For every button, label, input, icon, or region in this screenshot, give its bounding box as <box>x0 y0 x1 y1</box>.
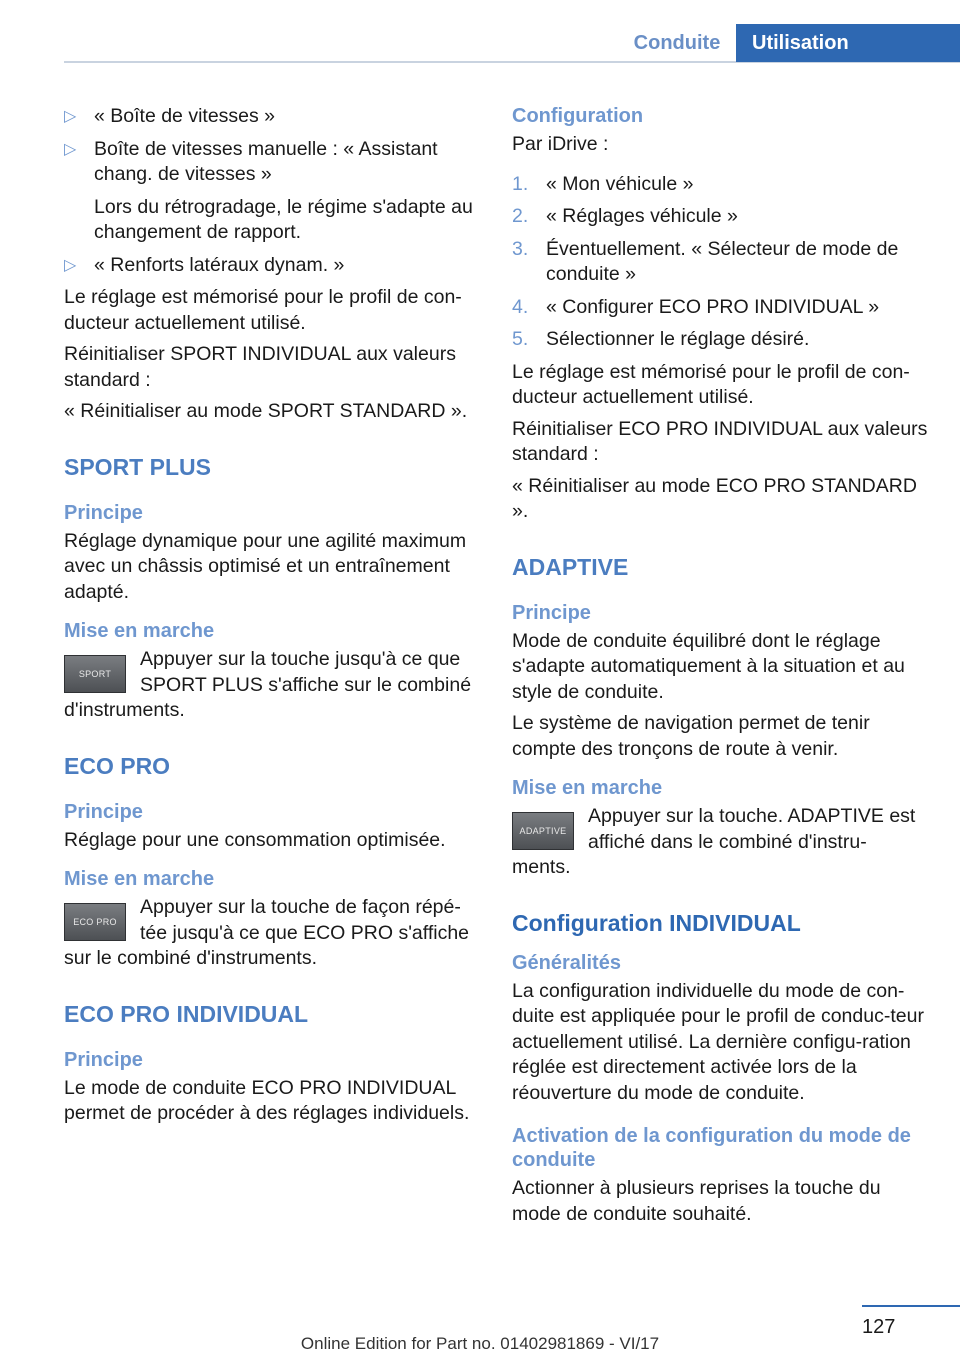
list-item <box>512 295 932 321</box>
paragraph: Réinitialiser ECO PRO INDIVIDUAL aux valeurs standard : <box>512 417 928 465</box>
subheading-generalites: Généralités <box>512 951 621 974</box>
paragraph: Le réglage est mémorisé pour le profil de con-ducteur actuellement utilisé. <box>512 360 910 408</box>
subheading-principe: Principe <box>64 501 143 524</box>
bullet-text: « Boîte de vitesses » <box>94 105 276 127</box>
list-item <box>26 253 484 279</box>
instruction-continuation: ments. <box>512 856 571 878</box>
paragraph: Le mode de conduite ECO PRO INDIVIDUAL permet de procéder à des réglages individuels. <box>64 1076 470 1124</box>
footer-edition: Online Edition for Part no. 01402981869 - VI/17 <box>300 1334 660 1353</box>
list-item <box>512 204 932 230</box>
right-column <box>512 104 932 1233</box>
subheading-mise-en-marche: Mise en marche <box>64 620 215 642</box>
paragraph: Réglage dynamique pour une agilité maximum avec un châssis optimisé et un entraînement adapté. <box>64 529 467 603</box>
step-number: 3. <box>512 237 529 260</box>
instruction-text: Appuyer sur la touche de façon répé-tée jusqu'à ce que ECO PRO s'affiche <box>140 896 470 944</box>
step-text: Éventuellement. « Sélecteur de mode de conduite » <box>546 237 899 285</box>
paragraph: La configuration individuelle du mode de con-duite est appliquée pour le profil de conduc-teur actuellement utilisé. La dernière configu-ration réglée est directement activée lors de la réouverture du mode de conduite. <box>512 979 924 1104</box>
step-number: 4. <box>512 295 529 318</box>
step-number: 1. <box>512 172 529 195</box>
step-text: Sélectionner le réglage désiré. <box>546 328 810 350</box>
instruction-text: Appuyer sur la touche. ADAPTIVE est affiché dans le combiné d'instru- <box>588 805 916 853</box>
subheading-activation: Activation de la configuration du mode de conduite <box>512 1125 911 1171</box>
triangle-bullet-icon: ▷ <box>64 256 77 274</box>
paragraph: Réinitialiser SPORT INDIVIDUAL aux valeurs standard : <box>64 343 456 391</box>
page-number-rule <box>862 1305 960 1307</box>
page-number: 127 <box>862 1316 896 1338</box>
step-text: « Mon véhicule » <box>546 172 694 195</box>
paragraph: Actionner à plusieurs reprises la touche du mode de conduite souhaité. <box>512 1177 881 1225</box>
tab-utilisation[interactable]: Utilisation <box>736 24 960 62</box>
bullet-subtext: Lors du rétrogradage, le régime s'adapte au changement de rapport. <box>94 195 473 243</box>
paragraph: Réglage pour une consommation optimisée. <box>64 828 446 851</box>
section-title-adaptive: ADAPTIVE <box>512 553 629 580</box>
list-item <box>512 237 932 288</box>
subheading-principe: Principe <box>64 1048 143 1071</box>
section-title-configuration-individual: Configuration INDIVIDUAL <box>512 909 801 936</box>
instruction-continuation: d'instruments. <box>64 699 185 721</box>
list-item <box>512 327 932 353</box>
left-column <box>64 104 484 1133</box>
paragraph: « Réinitialiser au mode ECO PRO STANDARD ». <box>512 474 917 522</box>
section-title-sport-plus: SPORT PLUS <box>64 453 211 480</box>
tab-conduite[interactable]: Conduite <box>633 32 721 54</box>
adaptive-button-icon: ADAPTIVE <box>512 812 574 850</box>
step-text: « Réglages véhicule » <box>546 205 738 227</box>
subheading-mise-en-marche: Mise en marche <box>512 777 663 799</box>
paragraph: Mode de conduite équilibré dont le réglage s'adapte automatiquement à la situation et au style de conduite. <box>512 629 905 703</box>
step-text: « Configurer ECO PRO INDIVIDUAL » <box>546 295 880 318</box>
bullet-list <box>26 104 484 278</box>
triangle-bullet-icon: ▷ <box>64 140 77 158</box>
paragraph: « Réinitialiser au mode SPORT STANDARD ». <box>64 400 468 422</box>
numbered-list <box>512 172 932 353</box>
button-instruction <box>512 804 932 881</box>
list-item <box>26 104 484 130</box>
paragraph: Le réglage est mémorisé pour le profil de con-ducteur actuellement utilisé. <box>64 286 462 334</box>
bullet-text: Boîte de vitesses manuelle : « Assistant chang. de vitesses » <box>94 137 438 185</box>
button-instruction <box>64 895 484 972</box>
step-number: 5. <box>512 328 529 350</box>
list-item <box>26 137 484 188</box>
bullet-text: « Renforts latéraux dynam. » <box>94 253 345 276</box>
paragraph: Par iDrive : <box>512 133 609 155</box>
sport-button-icon: SPORT <box>64 655 126 693</box>
subheading-principe: Principe <box>64 800 143 823</box>
subheading-mise-en-marche: Mise en marche <box>64 868 215 890</box>
subheading-configuration: Configuration <box>512 105 644 127</box>
button-instruction <box>64 647 484 724</box>
instruction-text: Appuyer sur la touche jusqu'à ce que SPORT PLUS s'affiche sur le combiné <box>140 648 472 696</box>
section-title-eco-pro: ECO PRO <box>64 752 171 779</box>
step-number: 2. <box>512 205 529 227</box>
subheading-principe: Principe <box>512 601 591 624</box>
instruction-continuation: sur le combiné d'instruments. <box>64 947 317 969</box>
triangle-bullet-icon: ▷ <box>64 108 77 125</box>
section-title-eco-pro-individual: ECO PRO INDIVIDUAL <box>64 1000 309 1027</box>
eco-pro-button-icon: ECO PRO <box>64 903 126 941</box>
list-item <box>512 172 932 198</box>
paragraph: Le système de navigation permet de tenir compte des tronçons de route à venir. <box>512 712 870 760</box>
